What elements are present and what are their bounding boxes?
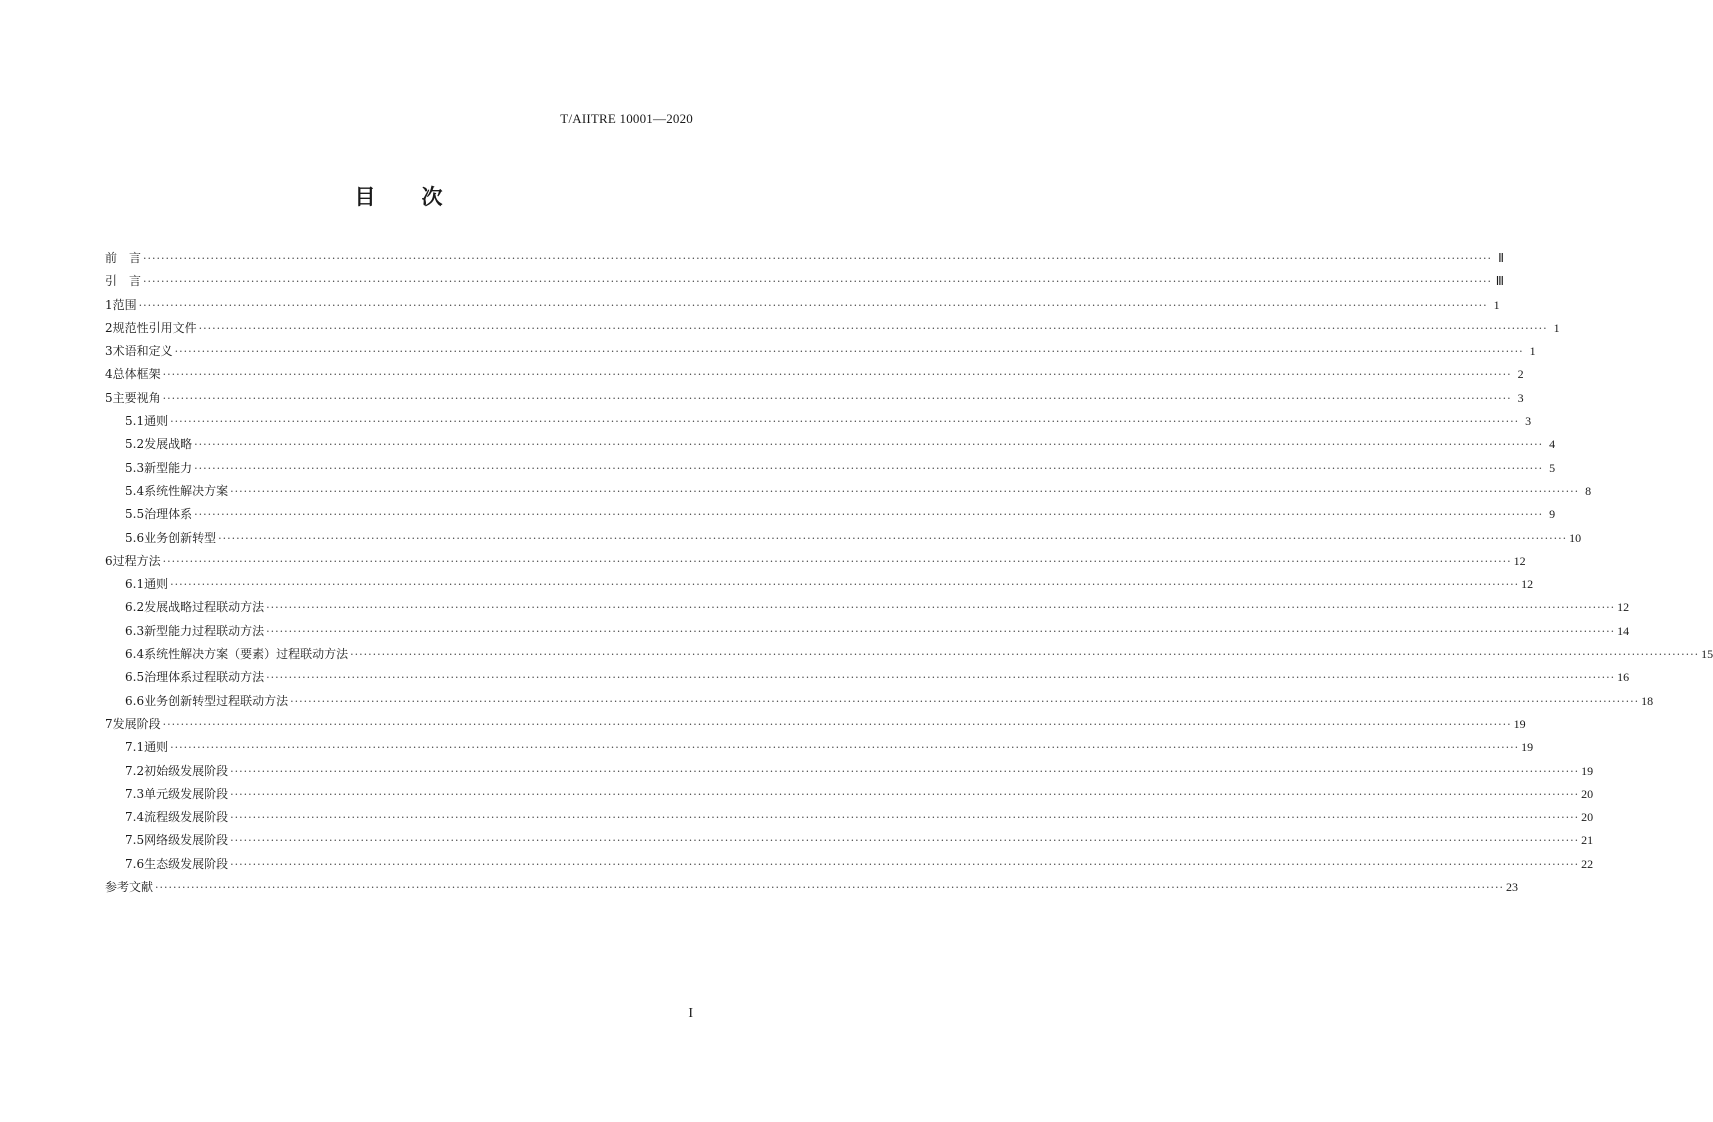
toc-dot-leader: ············································································································································································································································································································ xyxy=(170,741,1520,755)
toc-entry[interactable] xyxy=(105,643,1713,666)
toc-list xyxy=(105,247,1713,899)
toc-entry-page: 3 xyxy=(1517,390,1524,405)
toc-entry-label: 参考文献 xyxy=(105,880,154,895)
toc-entry-label: 前 言 xyxy=(105,251,142,265)
toc-entry-number: 1 xyxy=(105,297,113,312)
page-number: I xyxy=(688,1006,693,1021)
toc-entry-number: 6.5 xyxy=(125,670,145,685)
toc-entry-page: 3 xyxy=(1525,414,1532,429)
toc-entry-number: 3 xyxy=(105,344,113,359)
toc-dot-leader: ············································································································································································································································································································ xyxy=(162,554,1512,568)
toc-entry-number: 6.4 xyxy=(125,647,145,662)
toc-entry-label: 范围 xyxy=(112,297,137,312)
toc-entry-label: 发展战略过程联动方法 xyxy=(144,600,265,615)
toc-dot-leader: ············································································································································································································································································································ xyxy=(194,438,1544,452)
toc-entry-label: 总体框架 xyxy=(112,367,161,382)
toc-entry[interactable] xyxy=(105,596,1630,619)
toc-entry-page: 22 xyxy=(1581,856,1594,871)
toc-dot-leader: ············································································································································································································································································································ xyxy=(266,601,1616,615)
toc-dot-leader: ············································································································································································································································································································ xyxy=(230,834,1580,848)
toc-dot-leader: ············································································································································································································································································································ xyxy=(162,717,1512,731)
toc-entry-page: 20 xyxy=(1581,786,1594,801)
toc-title xyxy=(0,181,799,211)
toc-entry-page: 14 xyxy=(1617,623,1630,638)
toc-dot-leader: ············································································································································································································································································································ xyxy=(198,321,1548,335)
toc-entry[interactable] xyxy=(105,573,1534,596)
toc-dot-leader: ············································································································································································································································································································ xyxy=(194,508,1544,522)
toc-entry-label: 治理体系 xyxy=(144,507,193,522)
toc-entry-label: 通则 xyxy=(144,577,169,592)
toc-entry-page: 15 xyxy=(1701,647,1713,662)
toc-entry-number: 5.2 xyxy=(125,437,145,452)
toc-entry-label: 网络级发展阶段 xyxy=(144,833,229,848)
toc-entry-number: 5.4 xyxy=(125,483,145,498)
toc-dot-leader: ············································································································································································································································································································ xyxy=(266,671,1616,685)
toc-entry-label: 业务创新转型过程联动方法 xyxy=(144,693,289,708)
toc-title-char-2: 次 xyxy=(421,184,445,209)
toc-dot-leader: ············································································································································································································································································································ xyxy=(170,578,1520,592)
toc-entry-label: 发展阶段 xyxy=(112,716,161,731)
toc-entry[interactable] xyxy=(105,690,1654,713)
toc-entry-label: 规范性引用文件 xyxy=(112,320,197,335)
toc-entry-label: 业务创新转型 xyxy=(144,530,217,545)
toc-entry-label: 系统性解决方案（要素）过程联动方法 xyxy=(144,647,349,662)
toc-entry-page: 21 xyxy=(1581,833,1594,848)
toc-entry-page: Ⅲ xyxy=(1495,274,1504,289)
toc-entry-label: 生态级发展阶段 xyxy=(144,856,229,871)
toc-entry-label: 流程级发展阶段 xyxy=(144,810,229,825)
toc-entry-number: 6.6 xyxy=(125,693,145,708)
toc-entry-number: 6.2 xyxy=(125,600,145,615)
toc-dot-leader: ············································································································································································································································································································ xyxy=(138,298,1488,312)
toc-entry-label: 新型能力过程联动方法 xyxy=(144,623,265,638)
toc-entry-page: 19 xyxy=(1521,740,1534,755)
toc-entry-number: 6.1 xyxy=(125,577,145,592)
toc-entry-page: 19 xyxy=(1581,763,1594,778)
toc-entry-number: 5 xyxy=(105,390,113,405)
toc-entry[interactable] xyxy=(105,713,1526,736)
toc-dot-leader: ············································································································································································································································································································ xyxy=(230,764,1580,778)
toc-entry-number: 5.6 xyxy=(125,530,145,545)
toc-entry-page: 1 xyxy=(1493,297,1500,312)
toc-entry-page: 1 xyxy=(1529,344,1536,359)
toc-entry[interactable] xyxy=(105,294,1500,317)
toc-entry-label: 通则 xyxy=(144,740,169,755)
toc-entry-number: 4 xyxy=(105,367,113,382)
toc-entry-label: 引 言 xyxy=(105,274,142,289)
toc-entry-number: 7.4 xyxy=(125,810,145,825)
toc-entry[interactable] xyxy=(105,410,1532,433)
toc-dot-leader: ············································································································································································································································································································ xyxy=(266,624,1616,638)
toc-entry[interactable] xyxy=(105,760,1594,783)
toc-entry[interactable] xyxy=(105,340,1536,363)
toc-entry[interactable] xyxy=(105,620,1630,643)
toc-entry[interactable] xyxy=(105,270,1504,293)
toc-entry[interactable] xyxy=(105,806,1594,829)
toc-dot-leader: ············································································································································································································································································································ xyxy=(143,275,1492,289)
toc-entry-number: 7 xyxy=(105,716,113,731)
toc-entry[interactable] xyxy=(105,247,1504,270)
toc-dot-leader: ············································································································································································································································································································ xyxy=(170,415,1520,429)
toc-entry[interactable] xyxy=(105,550,1526,573)
toc-entry-number: 2 xyxy=(105,320,113,335)
toc-entry-label: 治理体系过程联动方法 xyxy=(144,670,265,685)
toc-entry[interactable] xyxy=(105,387,1524,410)
toc-dot-leader: ············································································································································································································································································································ xyxy=(230,811,1580,825)
toc-entry-label: 初始级发展阶段 xyxy=(144,763,229,778)
toc-entry-page: 12 xyxy=(1617,600,1630,615)
toc-entry[interactable] xyxy=(105,736,1534,759)
toc-entry[interactable] xyxy=(105,666,1630,689)
toc-dot-leader: ············································································································································································································································································································ xyxy=(218,531,1568,545)
toc-entry[interactable] xyxy=(105,457,1556,480)
toc-dot-leader: ············································································································································································································································································································ xyxy=(230,787,1580,801)
document-code: T/AIITRE 10001—2020 xyxy=(560,111,693,126)
toc-entry-number: 5.1 xyxy=(125,414,145,429)
toc-dot-leader: ············································································································································································································································································································ xyxy=(230,484,1580,498)
toc-dot-leader: ············································································································································································································································································································ xyxy=(350,648,1700,662)
toc-entry[interactable] xyxy=(105,876,1518,899)
toc-dot-leader: ············································································································································································································································································································ xyxy=(143,252,1492,265)
toc-entry-page: 1 xyxy=(1553,320,1560,335)
toc-entry-number: 7.3 xyxy=(125,786,145,801)
toc-entry-label: 单元级发展阶段 xyxy=(144,786,229,801)
toc-entry[interactable] xyxy=(105,480,1592,503)
toc-entry[interactable] xyxy=(105,829,1594,852)
toc-entry-label: 通则 xyxy=(144,414,169,429)
toc-entry-number: 5.5 xyxy=(125,507,145,522)
toc-entry-page: 19 xyxy=(1513,716,1526,731)
toc-dot-leader: ············································································································································································································································································································ xyxy=(162,391,1512,405)
toc-entry-page: 2 xyxy=(1517,367,1524,382)
toc-entry-page: 16 xyxy=(1617,670,1630,685)
toc-entry-page: 23 xyxy=(1506,880,1518,895)
toc-entry[interactable] xyxy=(105,783,1594,806)
toc-entry[interactable] xyxy=(105,853,1594,876)
toc-entry-page: 12 xyxy=(1521,577,1534,592)
toc-entry-number: 6 xyxy=(105,553,113,568)
toc-entry-label: 发展战略 xyxy=(144,437,193,452)
toc-entry-number: 6.3 xyxy=(125,623,145,638)
toc-entry-page: 20 xyxy=(1581,810,1594,825)
toc-entry-page: 12 xyxy=(1513,553,1526,568)
toc-entry-number: 5.3 xyxy=(125,460,145,475)
toc-dot-leader: ············································································································································································································································································································ xyxy=(155,881,1504,895)
toc-entry-label: 系统性解决方案 xyxy=(144,483,229,498)
toc-entry-number: 7.2 xyxy=(125,763,145,778)
toc-entry-number: 7.1 xyxy=(125,740,145,755)
toc-entry-page: 18 xyxy=(1641,693,1654,708)
toc-entry[interactable] xyxy=(105,503,1556,526)
toc-entry-page: Ⅱ xyxy=(1498,251,1504,265)
toc-dot-leader: ············································································································································································································································································································ xyxy=(290,694,1640,708)
toc-entry-page: 5 xyxy=(1549,460,1556,475)
toc-entry[interactable] xyxy=(105,433,1556,456)
toc-title-char-1: 目 xyxy=(354,184,378,209)
toc-dot-leader: ············································································································································································································································································································ xyxy=(174,345,1524,359)
toc-entry-page: 10 xyxy=(1569,530,1582,545)
toc-entry-number: 7.6 xyxy=(125,856,145,871)
toc-entry-page: 9 xyxy=(1549,507,1556,522)
toc-entry-page: 8 xyxy=(1585,483,1592,498)
toc-entry-page: 4 xyxy=(1549,437,1556,452)
toc-entry-label: 术语和定义 xyxy=(112,344,173,359)
toc-dot-leader: ············································································································································································································································································································ xyxy=(194,461,1544,475)
toc-dot-leader: ············································································································································································································································································································ xyxy=(162,368,1512,382)
toc-entry-label: 主要视角 xyxy=(112,390,161,405)
toc-entry-number: 7.5 xyxy=(125,833,145,848)
toc-dot-leader: ············································································································································································································································································································ xyxy=(230,857,1580,871)
toc-entry[interactable] xyxy=(105,527,1582,550)
toc-entry-label: 新型能力 xyxy=(144,460,193,475)
toc-entry[interactable] xyxy=(105,317,1560,340)
toc-entry-label: 过程方法 xyxy=(112,553,161,568)
toc-entry[interactable] xyxy=(105,363,1524,386)
